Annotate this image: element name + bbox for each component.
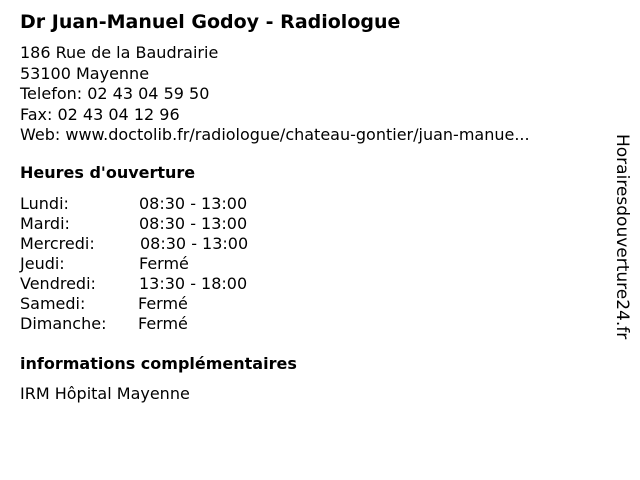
day-label: Jeudi: <box>20 254 65 273</box>
contact-block <box>20 43 530 146</box>
fax-number: Fax: 02 43 04 12 96 <box>20 104 180 124</box>
hours-row-thursday <box>20 254 440 274</box>
additional-info-text: IRM Hôpital Mayenne <box>20 384 190 403</box>
day-label: Mercredi: <box>20 234 95 253</box>
hours-row-friday <box>20 274 440 294</box>
page-title: Dr Juan-Manuel Godoy - Radiologue <box>20 11 401 33</box>
hours-row-tuesday <box>20 214 440 234</box>
address-city: 53100 Mayenne <box>20 63 150 83</box>
opening-hours-table <box>20 194 440 334</box>
hours-value: Fermé <box>138 314 188 333</box>
hours-row-monday <box>20 194 440 214</box>
additional-info-heading: informations complémentaires <box>20 354 297 373</box>
phone-number: Telefon: 02 43 04 59 50 <box>20 84 210 103</box>
hours-value: Fermé <box>138 294 188 313</box>
brand-site-name: Horairesdouverture24.fr <box>612 134 632 340</box>
opening-hours-heading: Heures d'ouverture <box>20 163 196 182</box>
day-label: Lundi: <box>20 194 69 213</box>
hours-value: 13:30 - 18:00 <box>139 274 248 293</box>
website-link[interactable]: Web: www.doctolib.fr/radiologue/chateau-gontier/juan-manue... <box>20 125 530 144</box>
day-label: Vendredi: <box>20 274 96 293</box>
address-street: 186 Rue de la Baudrairie <box>20 43 219 62</box>
day-label: Dimanche: <box>20 314 107 333</box>
hours-row-saturday <box>20 294 440 314</box>
hours-row-sunday <box>20 314 440 334</box>
day-label: Samedi: <box>20 294 86 313</box>
brand-watermark <box>612 134 632 374</box>
hours-row-wednesday <box>20 234 440 254</box>
hours-value: Fermé <box>139 254 189 273</box>
hours-value: 08:30 - 13:00 <box>139 194 248 213</box>
hours-value: 08:30 - 13:00 <box>139 214 248 233</box>
hours-value: 08:30 - 13:00 <box>140 234 249 253</box>
day-label: Mardi: <box>20 214 70 233</box>
